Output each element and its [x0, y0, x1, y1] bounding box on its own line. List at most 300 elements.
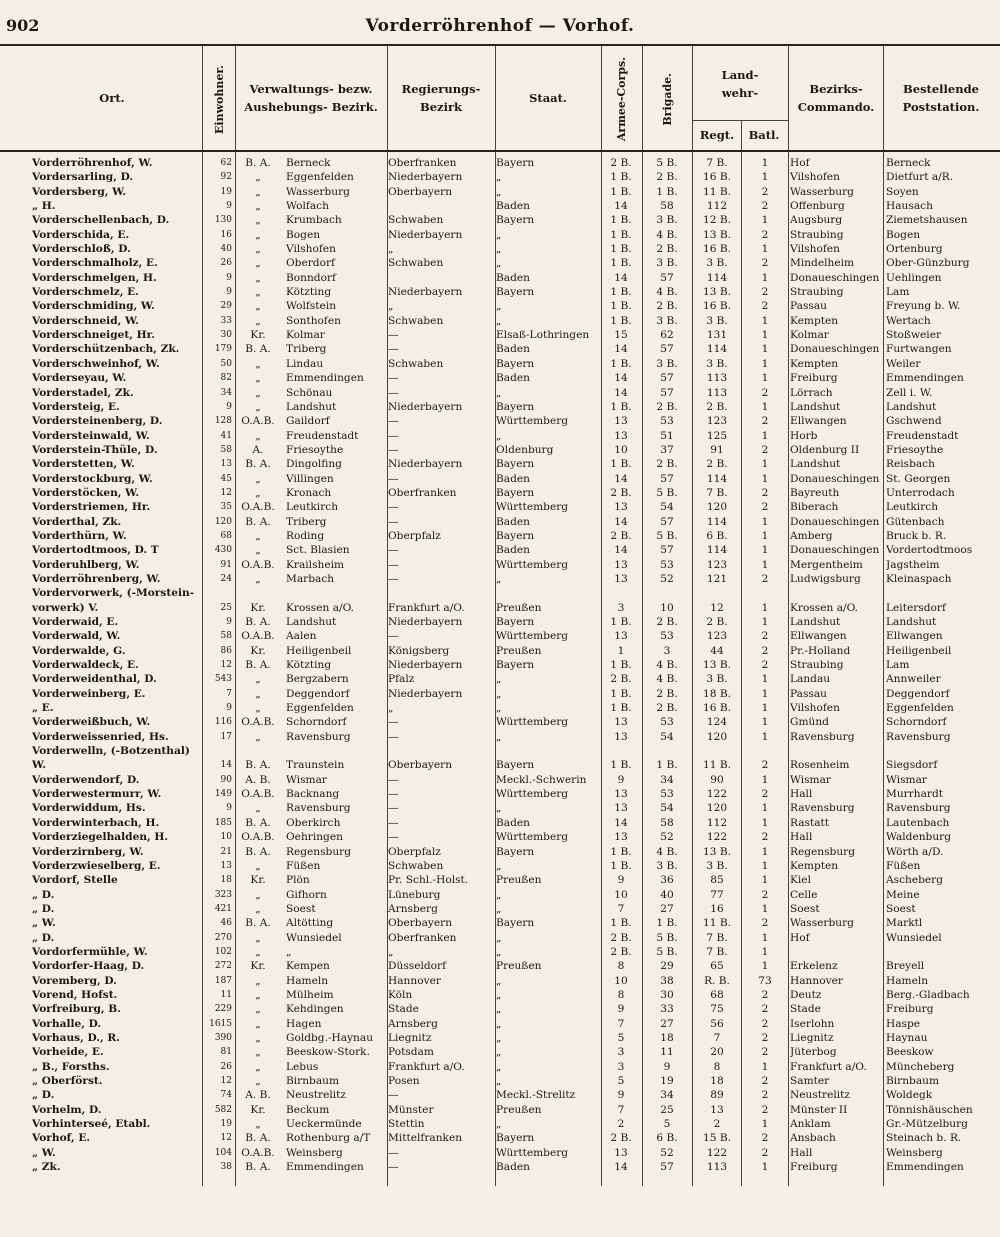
ort-cell: Vorderzirnberg, W. [32, 845, 144, 858]
table-row [0, 371, 1000, 385]
einwohner-cell: 68 [220, 530, 232, 541]
staat-cell: Baden [496, 200, 530, 213]
ort-cell: Vorderschmelz, E. [32, 286, 139, 299]
verwaltung-type-cell: „ [255, 988, 261, 1001]
verwaltung-type-cell: „ [255, 486, 261, 499]
einwohner-cell: 21 [220, 846, 232, 857]
einwohner-cell: 35 [220, 502, 232, 513]
bezirks-commando-cell: Straubing [790, 659, 844, 672]
einwohner-cell: 187 [214, 975, 232, 986]
table-row [0, 228, 1000, 242]
ort-cell: Vorderzwieselberg, E. [32, 859, 161, 872]
armee-corps-cell: 9 [617, 1003, 625, 1016]
verwaltung-bezirk-cell: Marbach [286, 572, 335, 585]
einwohner-cell: 116 [214, 717, 232, 728]
landwehr-regt-cell: 44 [710, 644, 724, 657]
armee-corps-cell: 3 [617, 1046, 625, 1059]
regierung-cell: Niederbayern [388, 286, 463, 299]
poststation-cell: Ziemetshausen [886, 214, 968, 227]
verwaltung-bezirk-cell: Krossen a/O. [286, 601, 355, 614]
verwaltung-bezirk-cell: Emmendingen [286, 372, 364, 385]
ort-cell: Voremberg, D. [32, 974, 117, 987]
einwohner-cell: 130 [214, 215, 232, 226]
table-row [0, 1146, 1000, 1160]
einwohner-cell: 120 [214, 516, 232, 527]
landwehr-batl-cell: 1 [761, 357, 769, 370]
landwehr-batl-cell: 2 [761, 1089, 769, 1102]
staat-cell: „ [496, 802, 502, 815]
brigade-cell: 5 B. [656, 945, 678, 958]
bezirks-commando-cell: Ludwigsburg [790, 572, 861, 585]
verwaltung-type-cell: „ [255, 673, 261, 686]
ort-cell: Vorderwestermurr, W. [32, 788, 162, 801]
landwehr-regt-cell: 2 B. [706, 458, 728, 471]
landwehr-regt-cell: 124 [706, 716, 728, 729]
ort-cell: Vorderwendorf, D. [32, 773, 140, 786]
table-row [0, 615, 1000, 629]
bezirks-commando-cell: Ellwangen [790, 630, 847, 643]
einwohner-cell: 45 [220, 473, 232, 484]
landwehr-batl-cell: 2 [761, 200, 769, 213]
verwaltung-bezirk-cell: Ueckermünde [286, 1118, 362, 1131]
brigade-cell: 57 [660, 544, 674, 557]
brigade-cell: 3 B. [656, 214, 678, 227]
regierung-cell: — [388, 716, 399, 729]
ort-cell: „ D. [32, 902, 55, 915]
ort-cell: Vorderschloß, D. [32, 243, 131, 256]
staat-cell: „ [496, 1060, 502, 1073]
verwaltung-bezirk-cell: Triberg [286, 343, 327, 356]
staat-cell: Bayern [496, 1132, 535, 1145]
table-row [0, 213, 1000, 227]
ort-cell: Vorderstetten, W. [32, 458, 135, 471]
bezirks-commando-cell: Wismar [790, 773, 831, 786]
armee-corps-cell: 14 [614, 372, 628, 385]
table-row [0, 873, 1000, 887]
regierung-cell: — [388, 544, 399, 557]
verwaltung-type-cell: O.A.B. [241, 716, 275, 729]
regierung-cell: Oberbayern [388, 759, 453, 772]
regierung-cell: Schwaben [388, 314, 444, 327]
verwaltung-bezirk-cell: „ [286, 945, 292, 958]
poststation-cell: Freudenstadt [886, 429, 959, 442]
regierung-cell: Oberpfalz [388, 845, 441, 858]
poststation-cell: Ravensburg [886, 730, 951, 743]
brigade-cell: 11 [660, 1046, 674, 1059]
armee-corps-cell: 14 [614, 271, 628, 284]
poststation-cell: Weinsberg [886, 1146, 943, 1159]
poststation-cell: Weiler [886, 357, 921, 370]
landwehr-batl-cell: 1 [761, 271, 769, 284]
table-row [0, 242, 1000, 256]
poststation-cell: Ober-Günzburg [886, 257, 970, 270]
verwaltung-bezirk-cell: Kehdingen [286, 1003, 344, 1016]
landwehr-batl-cell: 1 [761, 429, 769, 442]
verwaltung-type-cell: „ [255, 572, 261, 585]
einwohner-cell: 33 [220, 315, 232, 326]
header-staat: Staat. [529, 91, 567, 105]
staat-cell: Bayern [496, 759, 535, 772]
staat-cell: „ [496, 314, 502, 327]
armee-corps-cell: 13 [614, 1146, 628, 1159]
staat-cell: „ [496, 687, 502, 700]
ort-cell: Vorderschida, E. [32, 228, 130, 241]
landwehr-regt-cell: 68 [710, 988, 724, 1001]
table-row [0, 342, 1000, 356]
bezirks-commando-cell: Kiel [790, 874, 811, 887]
einwohner-cell: 12 [220, 660, 232, 671]
brigade-cell: 57 [660, 1161, 674, 1174]
landwehr-regt-cell: 11 B. [703, 917, 731, 930]
armee-corps-cell: 1 B. [610, 400, 632, 413]
landwehr-batl-cell: 1 [761, 243, 769, 256]
table-row [0, 1088, 1000, 1102]
poststation-cell: Woldegk [886, 1089, 933, 1102]
regierung-cell: — [388, 343, 399, 356]
bezirks-commando-cell: Landshut [790, 458, 841, 471]
armee-corps-cell: 15 [614, 329, 628, 342]
ort-cell: W. [32, 759, 46, 772]
regierung-cell: — [388, 429, 399, 442]
ort-cell: Vorderwiddum, Hs. [32, 802, 146, 815]
einwohner-cell: 9 [226, 272, 232, 283]
table-row [0, 816, 1000, 830]
armee-corps-cell: 13 [614, 831, 628, 844]
verwaltung-bezirk-cell: Vilshofen [286, 243, 336, 256]
landwehr-regt-cell: 114 [706, 472, 728, 485]
table-row [0, 601, 1000, 615]
landwehr-batl-cell: 2 [761, 759, 769, 772]
verwaltung-type-cell: „ [255, 529, 261, 542]
landwehr-regt-cell: 20 [710, 1046, 724, 1059]
staat-cell: „ [496, 1003, 502, 1016]
verwaltung-bezirk-cell: Füßen [286, 859, 321, 872]
table-row [0, 845, 1000, 859]
bezirks-commando-cell: Neustrelitz [790, 1089, 851, 1102]
verwaltung-bezirk-cell: Eggenfelden [286, 702, 354, 715]
regierung-cell: — [388, 730, 399, 743]
ort-cell: Vorderstriemen, Hr. [32, 501, 151, 514]
staat-cell: Bayern [496, 286, 535, 299]
table-row [0, 1131, 1000, 1145]
armee-corps-cell: 13 [614, 802, 628, 815]
armee-corps-cell: 1 B. [610, 859, 632, 872]
landwehr-regt-cell: 3 B. [706, 257, 728, 270]
armee-corps-cell: 14 [614, 343, 628, 356]
verwaltung-bezirk-cell: Triberg [286, 515, 327, 528]
staat-cell: Preußen [496, 644, 542, 657]
brigade-cell: 53 [660, 415, 674, 428]
bezirks-commando-cell: Iserlohn [790, 1017, 835, 1030]
table-row [0, 931, 1000, 945]
landwehr-regt-cell: 112 [706, 816, 728, 829]
verwaltung-bezirk-cell: Weinsberg [286, 1146, 343, 1159]
poststation-cell: Schorndorf [886, 716, 947, 729]
regierung-cell: Arnsberg [388, 1017, 438, 1030]
poststation-cell: Heiligenbeil [886, 644, 952, 657]
ort-cell: Vorderschneiget, Hr. [32, 329, 155, 342]
einwohner-cell: 74 [220, 1090, 232, 1101]
bezirks-commando-cell: Krossen a/O. [790, 601, 859, 614]
staat-cell: Baden [496, 472, 530, 485]
header-einwohner: Einwohner. [212, 64, 226, 134]
poststation-cell: Gütenbach [886, 515, 945, 528]
bezirks-commando-cell: Ellwangen [790, 415, 847, 428]
staat-cell: „ [496, 974, 502, 987]
staat-cell: Elsaß-Lothringen [496, 329, 590, 342]
verwaltung-type-cell: „ [255, 271, 261, 284]
bezirks-commando-cell: Rastatt [790, 816, 830, 829]
bezirks-commando-cell: Wasserburg [790, 917, 854, 930]
brigade-cell: 57 [660, 386, 674, 399]
poststation-cell: Ascheberg [886, 874, 944, 887]
bezirks-commando-cell: Deutz [790, 988, 822, 1001]
verwaltung-bezirk-cell: Bergzabern [286, 673, 349, 686]
armee-corps-cell: 1 B. [610, 687, 632, 700]
brigade-cell: 53 [660, 716, 674, 729]
landwehr-batl-cell: 1 [761, 400, 769, 413]
einwohner-cell: 81 [220, 1047, 232, 1058]
armee-corps-cell: 10 [614, 888, 628, 901]
armee-corps-cell: 5 [617, 1031, 625, 1044]
regierung-cell: Niederbayern [388, 616, 463, 628]
armee-corps-cell: 14 [614, 472, 628, 485]
poststation-cell: Furtwangen [886, 343, 952, 356]
landwehr-batl-cell: 1 [761, 372, 769, 385]
staat-cell: Preußen [496, 874, 542, 887]
table-row [0, 629, 1000, 643]
ort-cell: Vorderschützenbach, Zk. [32, 343, 180, 356]
verwaltung-bezirk-cell: Eggenfelden [286, 171, 354, 184]
ort-cell: „ D. [32, 931, 55, 944]
regierung-cell: — [388, 372, 399, 385]
brigade-cell: 5 B. [656, 931, 678, 944]
landwehr-regt-cell: 13 B. [703, 228, 731, 241]
regierung-cell: — [388, 329, 399, 342]
brigade-cell: 53 [660, 788, 674, 801]
ort-cell: Vorderwaid, E. [32, 616, 119, 628]
landwehr-regt-cell: 122 [706, 831, 728, 844]
staat-cell: „ [496, 300, 502, 313]
brigade-cell: 33 [660, 1003, 674, 1016]
landwehr-batl-cell: 1 [761, 945, 769, 958]
ort-cell: Vorfreiburg, B. [32, 1003, 121, 1016]
armee-corps-cell: 7 [617, 1103, 625, 1116]
verwaltung-bezirk-cell: Hameln [286, 974, 329, 987]
table-row [0, 730, 1000, 744]
verwaltung-type-cell: „ [255, 687, 261, 700]
staat-cell: Meckl.-Strelitz [496, 1089, 576, 1102]
brigade-cell: 27 [660, 1017, 674, 1030]
armee-corps-cell: 2 B. [610, 945, 632, 958]
regierung-cell: „ [388, 945, 394, 958]
bezirks-commando-cell: Landshut [790, 400, 841, 413]
regierung-cell: Niederbayern [388, 659, 463, 672]
landwehr-regt-cell: 15 B. [703, 1132, 731, 1145]
table-row [0, 715, 1000, 729]
verwaltung-bezirk-cell: Wunsiedel [286, 931, 342, 944]
bezirks-commando-cell: Landshut [790, 616, 841, 628]
verwaltung-type-cell: A. B. [245, 773, 271, 786]
bezirks-commando-cell: Bayreuth [790, 486, 840, 499]
brigade-cell: 40 [660, 888, 674, 901]
verwaltung-bezirk-cell: Sonthofen [286, 314, 341, 327]
bezirks-commando-cell: Frankfurt a/O. [790, 1060, 867, 1073]
table-row [0, 199, 1000, 213]
bezirks-commando-cell: Donaueschingen [790, 515, 880, 528]
armee-corps-cell: 1 B. [610, 702, 632, 715]
regierung-cell: — [388, 1146, 399, 1159]
bezirks-commando-cell: Ansbach [790, 1132, 836, 1145]
einwohner-cell: 26 [220, 1061, 232, 1072]
bezirks-commando-cell: Biberach [790, 501, 839, 514]
verwaltung-type-cell: „ [255, 902, 261, 915]
verwaltung-type-cell: „ [255, 214, 261, 227]
landwehr-regt-cell: 113 [706, 1161, 728, 1174]
landwehr-regt-cell: 18 B. [703, 687, 731, 700]
landwehr-regt-cell: 114 [706, 271, 728, 284]
table-row [0, 314, 1000, 328]
table-row [0, 644, 1000, 658]
landwehr-regt-cell: 120 [706, 802, 728, 815]
regierung-cell: — [388, 773, 399, 786]
staat-cell: „ [496, 1046, 502, 1059]
staat-cell: „ [496, 988, 502, 1001]
staat-cell: „ [496, 859, 502, 872]
poststation-cell: Steinach b. R. [886, 1132, 962, 1145]
einwohner-cell: 12 [220, 487, 232, 498]
landwehr-batl-cell: 1 [761, 960, 769, 973]
verwaltung-type-cell: A. [252, 443, 264, 456]
brigade-cell: 3 [663, 644, 671, 657]
verwaltung-type-cell: Kr. [250, 1103, 266, 1116]
brigade-cell: 4 B. [656, 673, 678, 686]
regierung-cell: Oberbayern [388, 185, 453, 198]
einwohner-cell: 10 [220, 832, 232, 843]
armee-corps-cell: 2 B. [610, 486, 632, 499]
armee-corps-cell: 1 B. [610, 286, 632, 299]
table-row [0, 744, 1000, 758]
poststation-cell: Hausach [886, 200, 933, 213]
bezirks-commando-cell: Vilshofen [790, 171, 840, 184]
bezirks-commando-cell: Ravensburg [790, 802, 855, 815]
verwaltung-type-cell: B. A. [245, 1132, 271, 1145]
brigade-cell: 27 [660, 902, 674, 915]
verwaltung-type-cell: „ [255, 1017, 261, 1030]
verwaltung-bezirk-cell: Soest [286, 902, 316, 915]
bezirks-commando-cell: Donaueschingen [790, 544, 880, 557]
staat-cell: Baden [496, 271, 530, 284]
regierung-cell: Niederbayern [388, 400, 463, 413]
staat-cell: „ [496, 945, 502, 958]
einwohner-cell: 179 [214, 344, 232, 355]
verwaltung-bezirk-cell: Leutkirch [286, 501, 339, 514]
verwaltung-bezirk-cell: Krailsheim [286, 558, 345, 571]
ort-cell: „ D. [32, 888, 55, 901]
verwaltung-type-cell: „ [255, 1003, 261, 1016]
verwaltung-type-cell: B. A. [245, 343, 271, 356]
ort-cell: „ Oberförst. [32, 1075, 103, 1087]
landwehr-batl-cell: 2 [761, 257, 769, 270]
landwehr-regt-cell: 16 B. [703, 243, 731, 256]
ort-cell: Vorderseyau, W. [32, 372, 127, 385]
armee-corps-cell: 1 B. [610, 659, 632, 672]
armee-corps-cell: 7 [617, 902, 625, 915]
einwohner-cell: 12 [220, 1076, 232, 1086]
bezirks-commando-cell: Offenburg [790, 200, 845, 213]
regierung-cell: Düsseldorf [388, 960, 446, 973]
verwaltung-bezirk-cell: Oberkirch [286, 816, 341, 829]
bezirks-commando-cell: Celle [790, 888, 818, 901]
ort-cell: Vorderschmalholz, E. [32, 257, 158, 270]
verwaltung-bezirk-cell: Oehringen [286, 831, 343, 844]
bezirks-commando-cell: Gmünd [790, 716, 829, 729]
brigade-cell: 54 [660, 501, 674, 514]
staat-cell: Baden [496, 343, 530, 356]
verwaltung-bezirk-cell: Kötzting [286, 659, 332, 672]
table-row [0, 1103, 1000, 1117]
poststation-cell: Leitersdorf [886, 601, 946, 614]
landwehr-regt-cell: 3 B. [706, 357, 728, 370]
brigade-cell: 54 [660, 730, 674, 743]
landwehr-batl-cell: 2 [761, 788, 769, 801]
landwehr-regt-cell: 114 [706, 544, 728, 557]
verwaltung-type-cell: „ [255, 400, 261, 413]
landwehr-batl-cell: 2 [761, 1146, 769, 1159]
table-row [0, 543, 1000, 557]
brigade-cell: 52 [660, 831, 674, 844]
table-row [0, 515, 1000, 529]
einwohner-cell: 92 [220, 172, 232, 183]
landwehr-regt-cell: 65 [710, 960, 724, 973]
poststation-cell: Beeskow [886, 1046, 934, 1059]
verwaltung-bezirk-cell: Roding [286, 529, 325, 542]
poststation-cell: Stoßweier [886, 329, 942, 342]
regierung-cell: Hannover [388, 974, 441, 987]
poststation-cell: Uehlingen [886, 271, 942, 284]
table-row [0, 888, 1000, 902]
staat-cell: „ [496, 185, 502, 198]
table-row [0, 1045, 1000, 1059]
brigade-cell: 38 [660, 974, 674, 987]
ort-cell: Vorderziegelhalden, H. [32, 831, 169, 844]
einwohner-cell: 272 [214, 961, 232, 972]
bezirks-commando-cell: Kolmar [790, 329, 829, 342]
table-row [0, 271, 1000, 285]
regierung-cell: Oberpfalz [388, 529, 441, 542]
regierung-cell: Schwaben [388, 357, 444, 370]
verwaltung-type-cell: „ [255, 243, 261, 256]
verwaltung-type-cell: B. A. [245, 458, 271, 471]
bezirks-commando-cell: Hof [790, 931, 810, 944]
landwehr-batl-cell: 1 [761, 558, 769, 571]
brigade-cell: 6 B. [656, 1132, 678, 1145]
staat-cell: „ [496, 702, 502, 715]
brigade-cell: 9 [663, 1060, 671, 1073]
bezirks-commando-cell: Samter [790, 1075, 830, 1087]
verwaltung-type-cell: B. A. [245, 157, 271, 169]
poststation-cell: Landshut [886, 616, 937, 628]
armee-corps-cell: 1 B. [610, 243, 632, 256]
bezirks-commando-cell: Freiburg [790, 1161, 838, 1174]
verwaltung-bezirk-cell: Altötting [286, 917, 334, 930]
ort-cell: „ Zk. [32, 1161, 61, 1174]
bezirks-commando-cell: Donaueschingen [790, 472, 880, 485]
poststation-cell: Hameln [886, 974, 929, 987]
header-post: Bestellende Poststation. [902, 82, 980, 114]
verwaltung-type-cell: „ [255, 386, 261, 399]
brigade-cell: 51 [660, 429, 674, 442]
